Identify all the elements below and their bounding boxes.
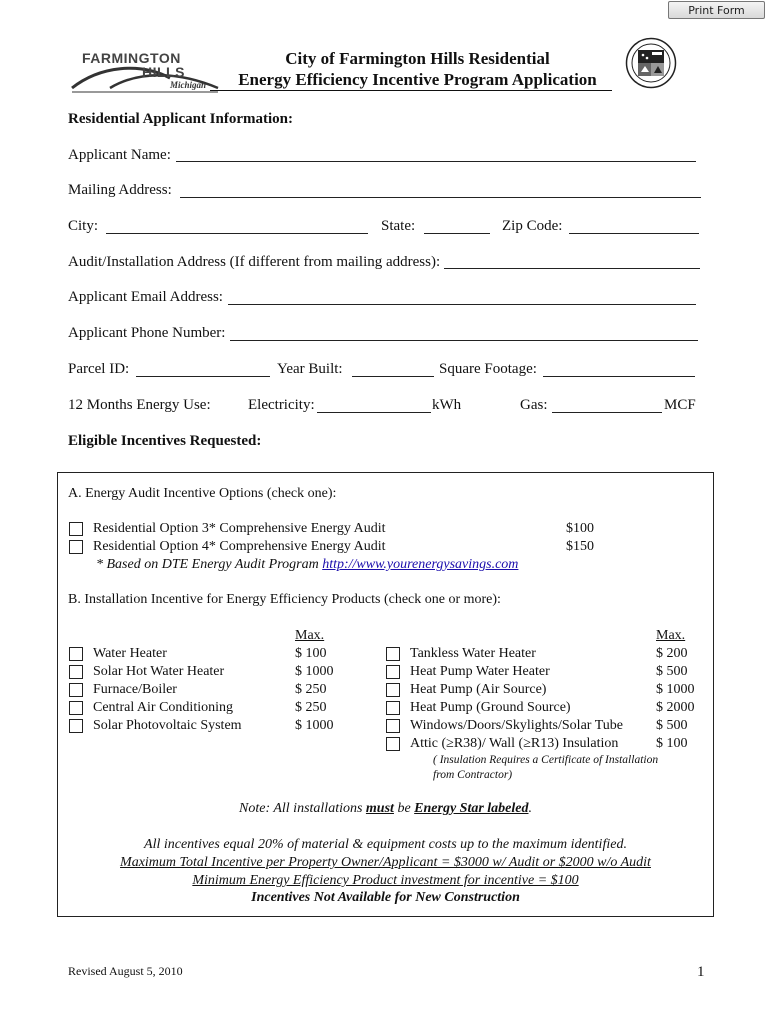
applicant-name-label: Applicant Name: — [68, 147, 171, 163]
gas-field[interactable] — [552, 412, 662, 413]
applicant-section-title: Residential Applicant Information: — [68, 111, 294, 127]
gas-label: Gas: — [520, 397, 548, 413]
audit-address-label: Audit/Installation Address (If different from mailing address): — [68, 254, 441, 270]
windows-doors-checkbox[interactable] — [386, 719, 400, 733]
electricity-label: Electricity: — [248, 397, 315, 413]
insulation-amount: $ 100 — [656, 736, 688, 751]
energy-use-label: 12 Months Energy Use: — [68, 397, 211, 413]
heat-pump-air-checkbox[interactable] — [386, 683, 400, 697]
tankless-water-heater-label: Tankless Water Heater — [410, 646, 536, 661]
insulation-note-line-2: from Contractor) — [433, 769, 513, 781]
mcf-unit: MCF — [664, 397, 696, 413]
email-label: Applicant Email Address: — [68, 289, 223, 305]
phone-label: Applicant Phone Number: — [68, 325, 226, 341]
title-line-1: City of Farmington Hills Residential — [285, 49, 550, 68]
mailing-address-label: Mailing Address: — [68, 182, 172, 198]
heat-pump-air-label: Heat Pump (Air Source) — [410, 682, 547, 697]
water-heater-label: Water Heater — [93, 646, 167, 661]
logo-text-hills: HILLS — [142, 64, 185, 80]
central-air-label: Central Air Conditioning — [93, 700, 233, 715]
solar-hot-water-heater-checkbox[interactable] — [69, 665, 83, 679]
incentive-rule-4: Incentives Not Available for New Construction — [251, 890, 520, 905]
audit-note — [96, 557, 518, 573]
parcel-id-field[interactable] — [136, 376, 270, 377]
incentive-rule-3: Minimum Energy Efficiency Product investment for incentive = $100 — [192, 873, 579, 888]
audit-program-link[interactable]: http://www.yourenergysavings.com — [322, 557, 519, 572]
revised-date: Revised August 5, 2010 — [68, 964, 183, 978]
note-suffix: . — [528, 801, 532, 816]
note-energy-star: Energy Star labeled — [414, 801, 529, 816]
title-underline — [210, 90, 612, 91]
electricity-field[interactable] — [317, 412, 431, 413]
logo-text-michigan: Michigan — [170, 80, 207, 90]
windows-doors-label: Windows/Doors/Skylights/Solar Tube — [410, 718, 623, 733]
audit-option-4-label: Residential Option 4* Comprehensive Energy Audit — [93, 539, 386, 554]
solar-pv-label: Solar Photovoltaic System — [93, 718, 242, 733]
insulation-checkbox[interactable] — [386, 737, 400, 751]
year-built-label: Year Built: — [277, 361, 343, 377]
audit-option-3-checkbox[interactable] — [69, 522, 83, 536]
zip-code-label: Zip Code: — [502, 218, 563, 234]
installation-heading: B. Installation Incentive for Energy Efficiency Products (check one or more): — [68, 592, 501, 607]
windows-doors-amount: $ 500 — [656, 718, 688, 733]
title-line-2: Energy Efficiency Incentive Program Application — [238, 70, 597, 89]
heat-pump-water-heater-amount: $ 500 — [656, 664, 688, 679]
state-label: State: — [381, 218, 416, 234]
furnace-boiler-checkbox[interactable] — [69, 683, 83, 697]
heat-pump-ground-amount: $ 2000 — [656, 700, 695, 715]
page-title — [220, 48, 615, 90]
furnace-boiler-label: Furnace/Boiler — [93, 682, 177, 697]
max-header-left: Max. — [295, 628, 325, 643]
tankless-water-heater-checkbox[interactable] — [386, 647, 400, 661]
audit-note-text: * Based on DTE Energy Audit Program — [96, 557, 319, 572]
kwh-unit: kWh — [432, 397, 462, 413]
solar-pv-amount: $ 1000 — [295, 718, 334, 733]
incentive-rule-1: All incentives equal 20% of material & equipment costs up to the maximum identified. — [144, 837, 627, 852]
insulation-label: Attic (≥R38)/ Wall (≥R13) Insulation — [410, 736, 619, 751]
energy-star-note — [57, 801, 714, 817]
insulation-note-line-1: ( Insulation Requires a Certificate of Installation — [433, 754, 659, 766]
incentives-section-title: Eligible Incentives Requested: — [68, 433, 262, 449]
note-prefix: Note: All installations — [239, 801, 366, 816]
heat-pump-ground-checkbox[interactable] — [386, 701, 400, 715]
square-footage-label: Square Footage: — [439, 361, 537, 377]
audit-address-field[interactable] — [444, 268, 700, 269]
furnace-boiler-amount: $ 250 — [295, 682, 327, 697]
logo-text-farmington: FARMINGTON — [82, 50, 181, 66]
max-header-right: Max. — [656, 628, 686, 643]
water-heater-amount: $ 100 — [295, 646, 327, 661]
heat-pump-air-amount: $ 1000 — [656, 682, 695, 697]
parcel-id-label: Parcel ID: — [68, 361, 130, 377]
print-form-button[interactable]: Print Form — [668, 1, 765, 19]
year-built-field[interactable] — [352, 376, 434, 377]
audit-option-4-checkbox[interactable] — [69, 540, 83, 554]
incentive-rule-2: Maximum Total Incentive per Property Owner/Applicant = $3000 w/ Audit or $2000 w/o Audit — [120, 855, 651, 870]
heat-pump-water-heater-label: Heat Pump Water Heater — [410, 664, 550, 679]
central-air-checkbox[interactable] — [69, 701, 83, 715]
insulation-note — [433, 753, 658, 783]
page-number: 1 — [697, 964, 705, 980]
heat-pump-ground-label: Heat Pump (Ground Source) — [410, 700, 571, 715]
city-label: City: — [68, 218, 99, 234]
water-heater-checkbox[interactable] — [69, 647, 83, 661]
square-footage-field[interactable] — [543, 376, 695, 377]
city-seal-icon — [625, 37, 677, 89]
zip-code-field[interactable] — [569, 233, 699, 234]
applicant-name-field[interactable] — [176, 161, 696, 162]
mailing-address-field[interactable] — [180, 197, 701, 198]
state-field[interactable] — [424, 233, 490, 234]
solar-hot-water-heater-amount: $ 1000 — [295, 664, 334, 679]
central-air-amount: $ 250 — [295, 700, 327, 715]
heat-pump-water-heater-checkbox[interactable] — [386, 665, 400, 679]
city-field[interactable] — [106, 233, 368, 234]
note-be: be — [393, 801, 415, 816]
audit-options-heading: A. Energy Audit Incentive Options (check one): — [68, 486, 337, 501]
audit-option-4-amount: $150 — [566, 539, 594, 554]
email-field[interactable] — [228, 304, 696, 305]
note-must: must — [365, 801, 394, 816]
audit-option-3-amount: $100 — [566, 521, 594, 536]
tankless-water-heater-amount: $ 200 — [656, 646, 688, 661]
phone-field[interactable] — [230, 340, 698, 341]
solar-pv-checkbox[interactable] — [69, 719, 83, 733]
audit-option-3-label: Residential Option 3* Comprehensive Energy Audit — [93, 521, 386, 536]
solar-hot-water-heater-label: Solar Hot Water Heater — [93, 664, 225, 679]
